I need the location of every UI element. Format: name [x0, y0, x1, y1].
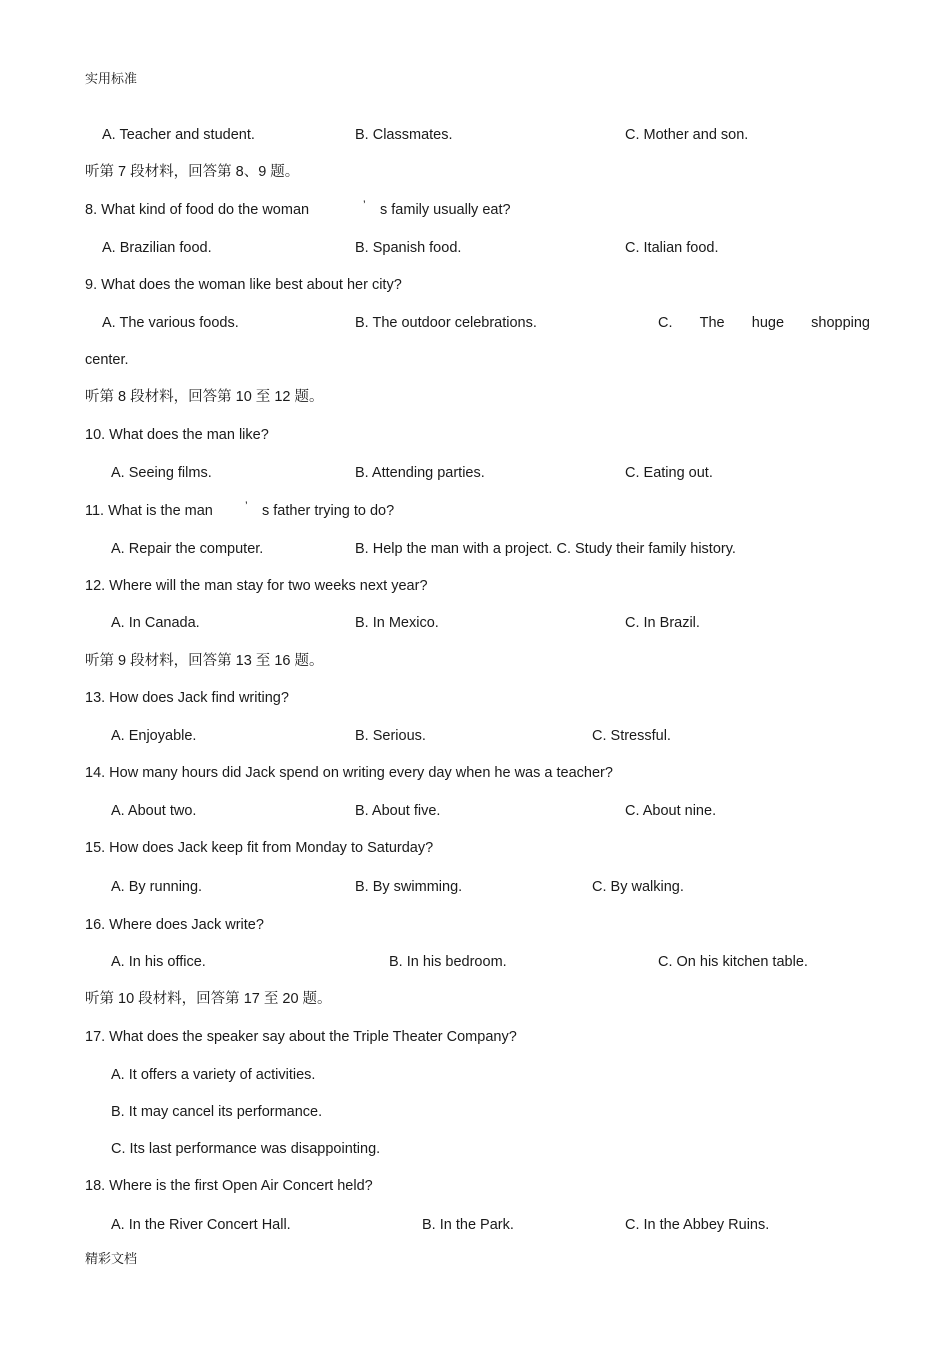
question-18: 18. Where is the first Open Air Concert held?: [85, 1178, 373, 1194]
question-9: 9. What does the woman like best about her city?: [85, 277, 402, 293]
q9-option-a: A. The various foods.: [102, 315, 239, 331]
q18-option-a: A. In the River Concert Hall.: [111, 1217, 291, 1233]
q17-option-c: C. Its last performance was disappointing.: [111, 1141, 381, 1157]
q15-option-b: B. By swimming.: [355, 879, 463, 895]
q12-option-b: B. In Mexico.: [355, 615, 439, 631]
q8-option-c: C. Italian food.: [625, 240, 719, 256]
q9-option-c-word: shopping: [811, 315, 870, 331]
q17-option-a: A. It offers a variety of activities.: [111, 1067, 316, 1083]
q15-option-c: C. By walking.: [592, 879, 684, 895]
q14-option-b: B. About five.: [355, 803, 441, 819]
section-7-heading: 听第 7 段材料，回答第 8、9 题。: [85, 164, 300, 180]
q13-option-c: C. Stressful.: [592, 728, 671, 744]
question-11-apostrophe: ’: [245, 499, 248, 513]
question-11-part2: s father trying to do?: [262, 503, 395, 519]
q14-option-c: C. About nine.: [625, 803, 717, 819]
section-9-heading: 听第 9 段材料，回答第 13 至 16 题。: [85, 653, 324, 669]
q16-option-c: C. On his kitchen table.: [658, 954, 808, 970]
question-8-part2: s family usually eat?: [380, 202, 511, 218]
section-8-heading: 听第 8 段材料，回答第 10 至 12 题。: [85, 389, 324, 405]
q9-option-c-word: C.: [658, 315, 673, 331]
q18-option-b: B. In the Park.: [422, 1217, 514, 1233]
q18-option-c: C. In the Abbey Ruins.: [625, 1217, 770, 1233]
q16-option-a: A. In his office.: [111, 954, 206, 970]
page-header: 实用标准: [85, 71, 138, 86]
q10-option-a: A. Seeing films.: [111, 465, 212, 481]
q9-option-b: B. The outdoor celebrations.: [355, 315, 537, 331]
q9-option-c-continued: center.: [85, 352, 129, 368]
q10-option-b: B. Attending parties.: [355, 465, 485, 481]
question-8-part1: 8. What kind of food do the woman: [85, 202, 310, 218]
q7-option-c: C. Mother and son.: [625, 127, 749, 143]
question-16: 16. Where does Jack write?: [85, 917, 264, 933]
question-17: 17. What does the speaker say about the Triple Theater Company?: [85, 1029, 517, 1045]
q9-option-c-word: The: [699, 315, 725, 331]
q7-option-a: A. Teacher and student.: [102, 127, 255, 143]
q12-option-a: A. In Canada.: [111, 615, 200, 631]
question-14: 14. How many hours did Jack spend on writing every day when he was a teacher?: [85, 765, 613, 781]
q15-option-a: A. By running.: [111, 879, 203, 895]
question-11-part1: 11. What is the man: [85, 503, 213, 519]
q16-option-b: B. In his bedroom.: [389, 954, 507, 970]
page-footer: 精彩文档: [85, 1251, 138, 1266]
question-10: 10. What does the man like?: [85, 427, 269, 443]
q13-option-a: A. Enjoyable.: [111, 728, 197, 744]
q17-option-b: B. It may cancel its performance.: [111, 1104, 323, 1120]
q9-option-c: [658, 314, 870, 332]
q9-option-c-word: huge: [751, 315, 785, 331]
question-15: 15. How does Jack keep fit from Monday to Saturday?: [85, 840, 434, 856]
q8-option-b: B. Spanish food.: [355, 240, 462, 256]
q10-option-c: C. Eating out.: [625, 465, 713, 481]
section-10-heading: 听第 10 段材料，回答第 17 至 20 题。: [85, 991, 332, 1007]
q11-option-bc: B. Help the man with a project. C. Study their family history.: [355, 541, 736, 557]
question-12: 12. Where will the man stay for two weeks next year?: [85, 578, 428, 594]
q12-option-c: C. In Brazil.: [625, 615, 700, 631]
question-13: 13. How does Jack find writing?: [85, 690, 289, 706]
q7-option-b: B. Classmates.: [355, 127, 453, 143]
q11-option-a: A. Repair the computer.: [111, 541, 264, 557]
q13-option-b: B. Serious.: [355, 728, 426, 744]
question-8-apostrophe: ’: [363, 198, 366, 212]
q14-option-a: A. About two.: [111, 803, 197, 819]
q8-option-a: A. Brazilian food.: [102, 240, 212, 256]
